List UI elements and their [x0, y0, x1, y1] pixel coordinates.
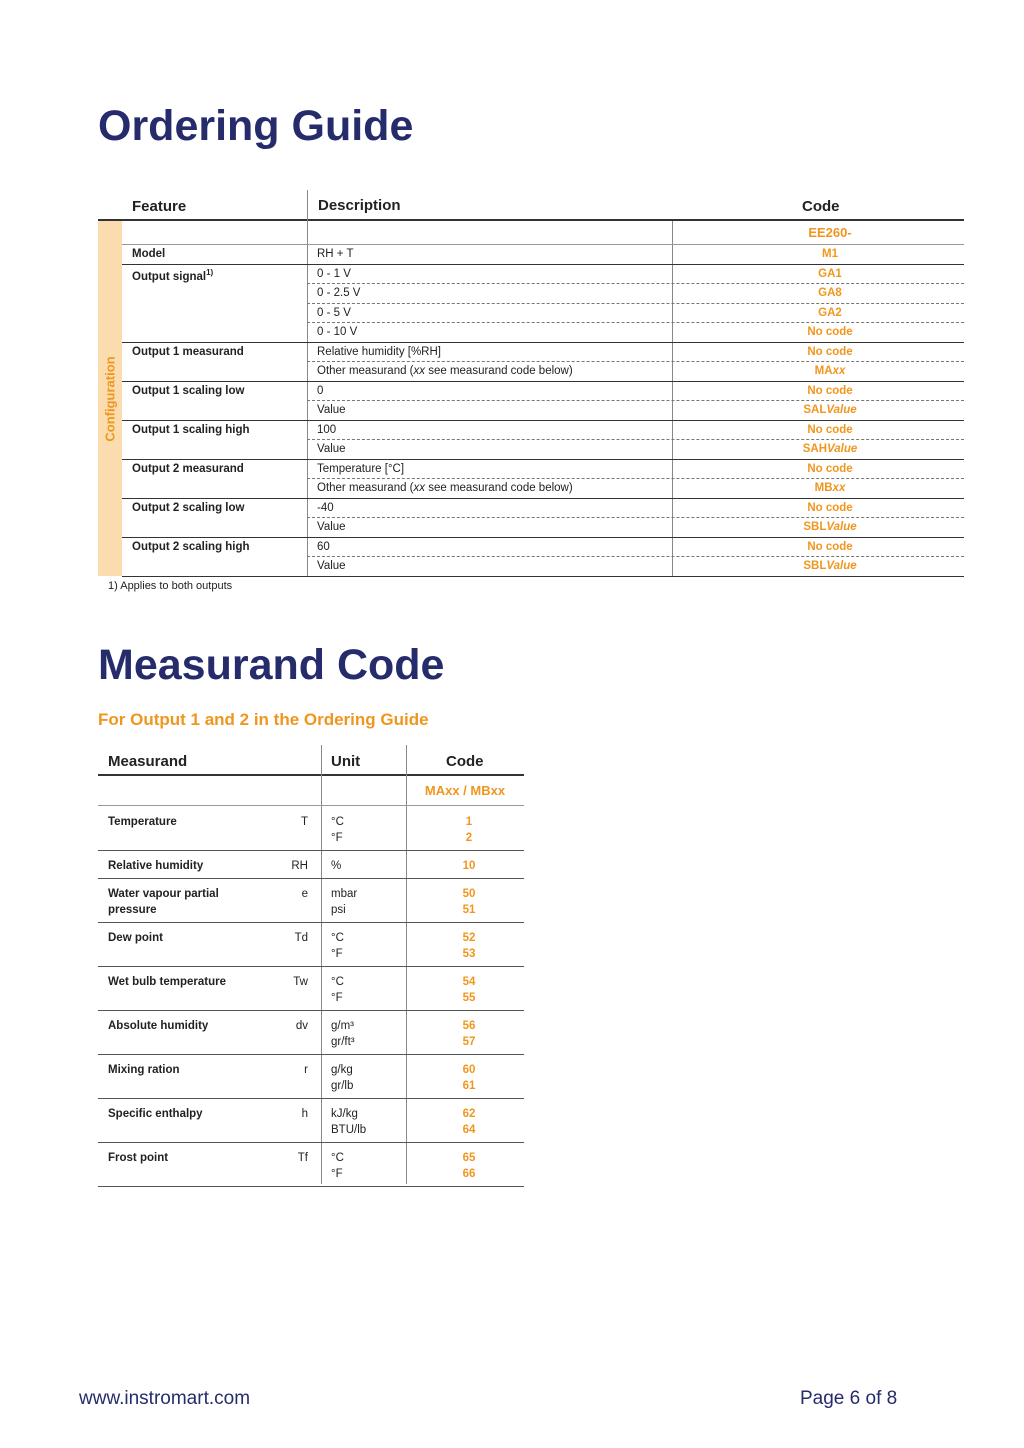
code-header: Code [446, 753, 484, 770]
description-cell: Relative humidity [%RH] [317, 345, 441, 358]
code-cell: No code [807, 540, 853, 553]
table-row [307, 304, 964, 324]
measurand-symbol: Tf [297, 1152, 308, 1164]
description-cell: RH + T [317, 248, 354, 260]
code-cell: 62 64 [462, 1108, 476, 1136]
measurand-code-title: Measurand Code [98, 641, 445, 689]
page-number: Page 6 of 8 [800, 1388, 898, 1409]
table-row [307, 499, 964, 519]
code-cell: 10 [462, 860, 476, 872]
description-cell: 0 - 1 V [317, 267, 351, 280]
code-cell: No code [807, 384, 853, 397]
measurand-name: Water vapour partial pressure [108, 888, 219, 916]
table-row [307, 265, 964, 285]
unit-cell: °C °F [331, 976, 344, 1004]
feature-header: Feature [132, 198, 187, 215]
website-link[interactable]: www.instromart.com [79, 1388, 251, 1409]
code-cell: No code [807, 345, 853, 358]
code-cell: SBLValue [803, 521, 857, 533]
table-row [98, 967, 524, 1011]
code-cell: 60 61 [462, 1064, 476, 1092]
unit-cell: °C °F [331, 932, 344, 960]
code-cell: 52 53 [462, 932, 476, 960]
table-row [98, 1143, 524, 1187]
measurand-name: Specific enthalpy [108, 1108, 203, 1120]
base-code: EE260- [808, 225, 852, 240]
description-cell: Other measurand (xx see measurand code below) [317, 365, 573, 377]
table-row [307, 343, 964, 363]
description-cell: Temperature [°C] [317, 462, 405, 475]
feature-label: Output 2 scaling high [132, 540, 250, 553]
unit-header: Unit [331, 753, 361, 770]
code-cell: No code [807, 326, 853, 338]
code-cell: GA8 [818, 287, 842, 299]
measurand-name: Wet bulb temperature [108, 976, 226, 988]
code-cell: No code [807, 462, 853, 475]
table-row [122, 401, 964, 421]
feature-label: Output 1 measurand [132, 345, 244, 358]
ordering-guide-title: Ordering Guide [98, 102, 414, 150]
code-cell: SBLValue [803, 560, 857, 572]
measurand-name: Dew point [108, 932, 163, 944]
description-cell: Value [317, 560, 346, 572]
table-row [98, 807, 524, 851]
measurand-header: Measurand [108, 753, 188, 770]
measurand-symbol: Td [294, 932, 308, 944]
table-row [307, 538, 964, 558]
measurand-symbol: h [301, 1108, 308, 1120]
table-row [122, 323, 964, 343]
code-cell: GA2 [818, 306, 842, 319]
measurand-name: Frost point [108, 1152, 169, 1164]
measurand-name: Mixing ration [108, 1064, 180, 1076]
measurand-table [98, 745, 524, 1180]
description-cell: 100 [317, 423, 337, 436]
table-row [122, 479, 964, 499]
configuration-band [98, 221, 122, 576]
table-row [307, 382, 964, 402]
measurand-name: Absolute humidity [108, 1020, 209, 1032]
code-cell: 1 2 [465, 816, 473, 844]
table-row [307, 284, 964, 304]
unit-cell: g/kg gr/lb [331, 1064, 354, 1092]
code-cell: 54 55 [462, 976, 476, 1004]
code-cell: No code [807, 423, 853, 436]
code-cell: MBxx [814, 482, 846, 494]
code-cell: M1 [822, 248, 838, 260]
code-cell: SAHValue [802, 443, 858, 455]
description-cell: Value [317, 521, 346, 533]
description-cell: 0 [317, 384, 324, 397]
measurand-symbol: Tw [293, 976, 308, 988]
code-cell: 65 66 [462, 1152, 476, 1180]
table-row [122, 557, 964, 577]
feature-label: Output 1 scaling low [132, 384, 245, 397]
feature-label: Output 1 scaling high [132, 423, 250, 436]
measurand-name: Relative humidity [108, 860, 204, 872]
description-cell: Other measurand (xx see measurand code below) [317, 482, 573, 494]
measurand-symbol: dv [295, 1020, 308, 1032]
description-cell: 0 - 5 V [317, 306, 351, 319]
measurand-symbol: RH [291, 860, 308, 872]
code-cell: GA1 [818, 267, 842, 280]
table-row [98, 879, 524, 923]
code-cell: 56 57 [462, 1020, 476, 1048]
configuration-label: Configuration [102, 356, 118, 442]
table-row [98, 1011, 524, 1055]
code-cell: No code [807, 501, 853, 514]
measurand-symbol: r [304, 1064, 308, 1076]
feature-label: Output signal$^{1)}$ [132, 267, 214, 283]
table-row [307, 421, 964, 441]
description-cell: 60 [317, 540, 330, 553]
table-row [98, 923, 524, 967]
measurand-subtitle: For Output 1 and 2 in the Ordering Guide [98, 710, 429, 729]
table-row [307, 460, 964, 480]
code-cell: MAxx [814, 365, 846, 377]
code-cell: 50 51 [462, 888, 476, 916]
feature-label: Model [132, 248, 166, 260]
unit-cell: mbar psi [331, 888, 358, 916]
footnote: 1) Applies to both outputs [108, 580, 233, 592]
code-header: Code [802, 198, 840, 215]
description-cell: Value [317, 404, 346, 416]
description-header: Description [318, 197, 401, 214]
feature-label: Output 2 scaling low [132, 501, 245, 514]
description-cell: Value [317, 443, 346, 455]
unit-cell: % [331, 860, 342, 872]
ordering-guide-table [98, 190, 964, 572]
measurand-symbol: e [301, 888, 308, 900]
description-cell: 0 - 2.5 V [317, 287, 361, 299]
unit-cell: kJ/kg BTU/lb [331, 1108, 367, 1136]
table-row [122, 518, 964, 538]
description-cell: -40 [317, 501, 334, 514]
code-subheader: MAxx / MBxx [424, 783, 506, 798]
code-cell: SALValue [803, 404, 857, 416]
unit-cell: g/m³ gr/ft³ [331, 1020, 355, 1048]
table-row [122, 440, 964, 460]
table-row [98, 851, 524, 879]
measurand-name: Temperature [108, 816, 177, 828]
unit-cell: °C °F [331, 1152, 344, 1180]
table-row [122, 362, 964, 382]
measurand-symbol: T [300, 816, 308, 828]
table-row [98, 1055, 524, 1099]
feature-label: Output 2 measurand [132, 462, 244, 475]
description-cell: 0 - 10 V [317, 326, 358, 338]
unit-cell: °C °F [331, 816, 344, 844]
table-row [98, 1099, 524, 1143]
